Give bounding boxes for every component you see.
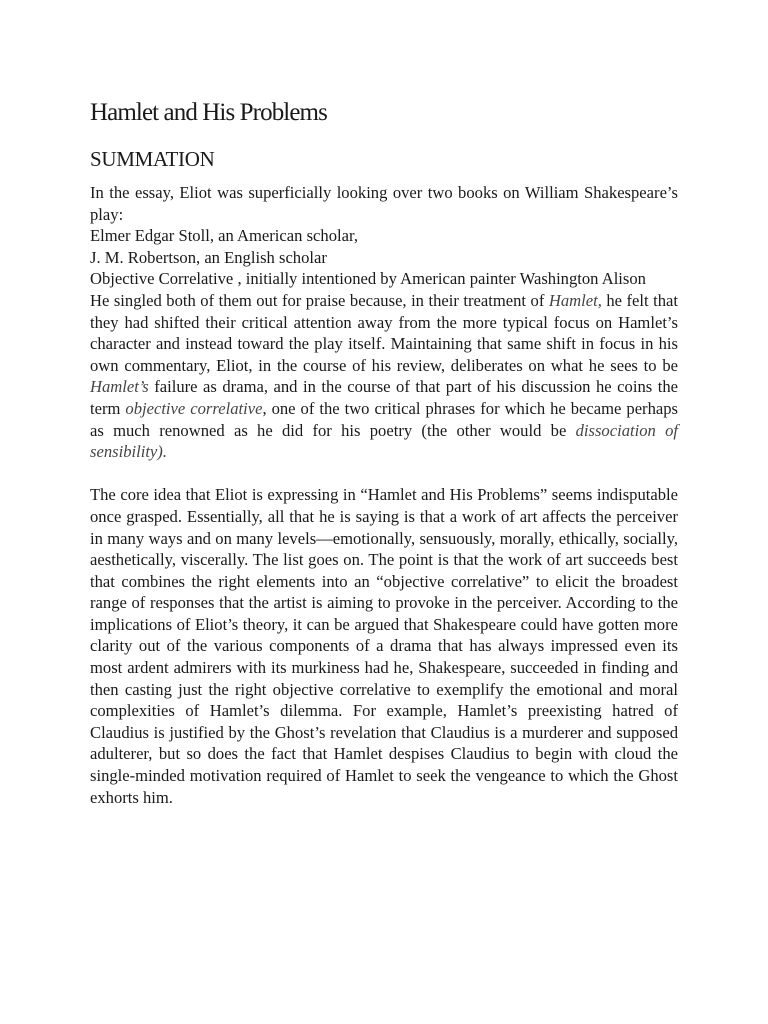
italic-hamlets: Hamlet’s <box>90 377 149 397</box>
italic-dissociation: dissociation of sensibility). <box>90 420 678 462</box>
praise-text-3: failure as drama, and in the course of that part of his discussion he coins the term <box>90 377 678 418</box>
intro-paragraph: In the essay, Eliot was superficially looking over two books on William Shakespeare’s play: <box>90 183 678 224</box>
core-idea-paragraph: The core idea that Eliot is expressing in “Hamlet and His Problems” seems indisputable once grasped. Essentially, all that he is saying is that a work of art affects the perceiver in many ways and on many levels—emotionally, sensuously, morally, ethically, socially, aesthetically, viscerally. The list goes on. The point is that the work of art succeeds best that combines the right elements into an “objective correlative” to elicit the broadest range of responses that the artist is aiming to provoke in the perceiver. According to the implications of Eliot’s theory, it can be argued that Shakespeare could have gotten more clarity out of the various components of a drama that has always impressed even its most ardent admirers with its murkiness had he, Shakespeare, succeeded in finding and then casting just the right objective correlative to exemplify the emotional and moral complexities of Hamlet’s dilemma. For example, Hamlet’s preexisting hatred of Claudius is justified by the Ghost’s revelation that Claudius is a murderer and supposed adulterer, but so does the fact that Hamlet despises Claudius to begin with cloud the single-minded motivation required of Hamlet to seek the vengeance to which the Ghost exhorts him. <box>90 485 678 807</box>
italic-hamlet: Hamlet, <box>548 290 602 310</box>
book-stoll: Elmer Edgar Stoll, an American scholar, <box>90 226 358 246</box>
document-page <box>90 97 678 808</box>
book-robertson: J. M. Robertson, an English scholar <box>90 247 327 267</box>
objective-correlative-line: Objective Correlative , initially intentioned by American painter Washington Alison <box>90 269 646 289</box>
praise-text-2: he felt that they had shifted their critical attention away from the more typical focus on Hamlet’s character and instead toward the play itself. Maintaining that same shift in focus in his own commentary, Eliot, in the course of his review, deliberates on what he sees to be <box>90 290 679 375</box>
paragraph-spacer <box>90 463 678 485</box>
document-title: Hamlet and His Problems <box>90 99 327 126</box>
italic-objective-correlative: objective correlative <box>125 398 263 418</box>
praise-text-1: He singled both of them out for praise because, in their treatment of <box>90 290 549 310</box>
praise-text-4: , one of the two critical phrases for which he became perhaps as much renowned as he did for his poetry (the other would be <box>90 398 679 440</box>
section-heading: SUMMATION <box>90 147 215 171</box>
praise-paragraph <box>90 290 678 463</box>
